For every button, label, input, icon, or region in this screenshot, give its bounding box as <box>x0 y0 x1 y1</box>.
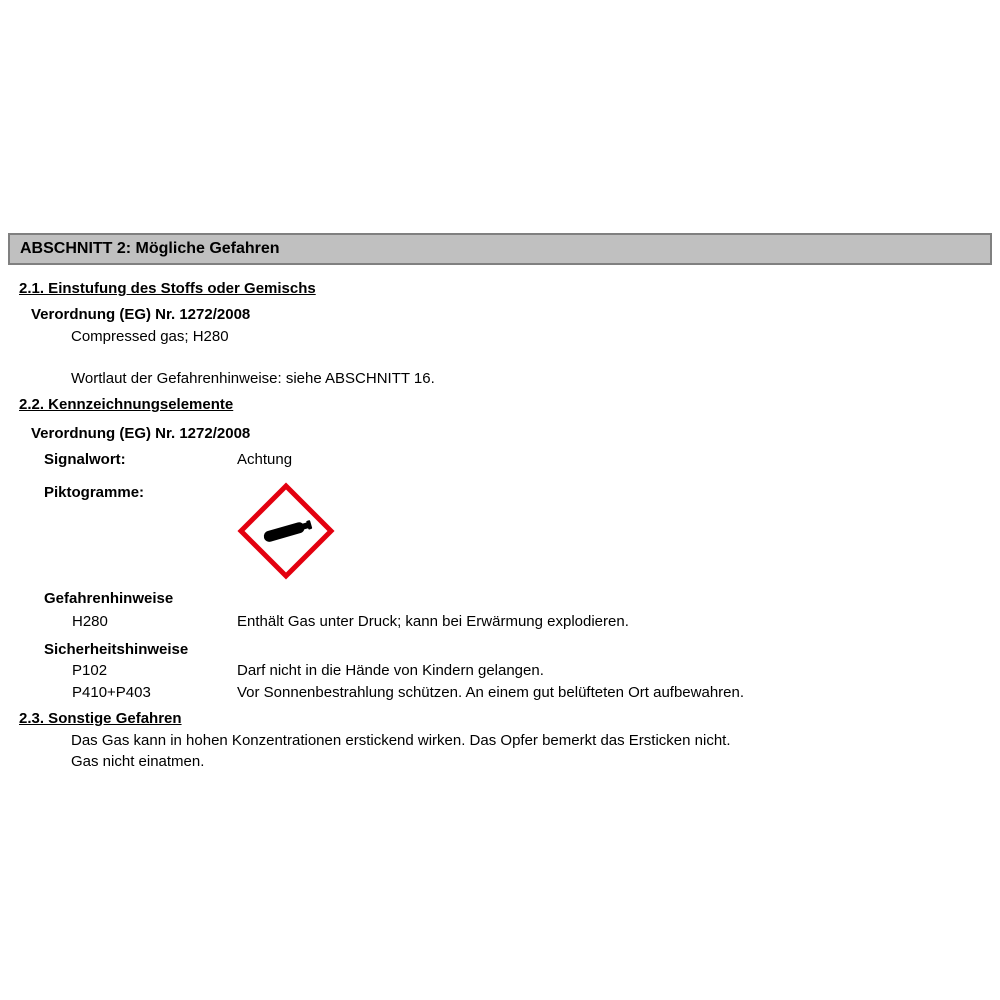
hazard-code: H280 <box>72 613 108 630</box>
wording-note: Wortlaut der Gefahrenhinweise: siehe ABSCHNITT 16. <box>71 370 435 387</box>
signal-word-label: Signalwort: <box>44 451 126 468</box>
other-hazards-line-1: Das Gas kann in hohen Konzentrationen erstickend wirken. Das Opfer bemerkt das Ersticken nicht. <box>71 732 731 749</box>
precaution-text: Darf nicht in die Hände von Kindern gelangen. <box>237 662 544 679</box>
precaution-code: P410+P403 <box>72 684 151 701</box>
section-2-2-heading: 2.2. Kennzeichnungselemente <box>19 396 234 413</box>
section-2-3-heading: 2.3. Sonstige Gefahren <box>19 710 182 727</box>
precaution-text: Vor Sonnenbestrahlung schützen. An einem gut belüfteten Ort aufbewahren. <box>237 684 745 701</box>
other-hazards-line-2: Gas nicht einatmen. <box>71 753 205 770</box>
signal-word-value: Achtung <box>237 451 293 468</box>
section-2-1-regulation: Verordnung (EG) Nr. 1272/2008 <box>31 306 251 323</box>
precautionary-statements-label: Sicherheitshinweise <box>44 641 189 658</box>
precaution-code: P102 <box>72 662 108 679</box>
gas-cylinder-ghs04-icon <box>236 482 336 580</box>
pictogram-label: Piktogramme: <box>44 484 145 501</box>
section-header: ABSCHNITT 2: Mögliche Gefahren <box>8 233 992 265</box>
hazard-statements-label: Gefahrenhinweise <box>44 590 174 607</box>
classification-text: Compressed gas; H280 <box>71 328 229 345</box>
hazard-text: Enthält Gas unter Druck; kann bei Erwärmung explodieren. <box>237 613 629 630</box>
section-2-1-heading: 2.1. Einstufung des Stoffs oder Gemischs <box>19 280 316 297</box>
section-2-2-regulation: Verordnung (EG) Nr. 1272/2008 <box>31 425 251 442</box>
